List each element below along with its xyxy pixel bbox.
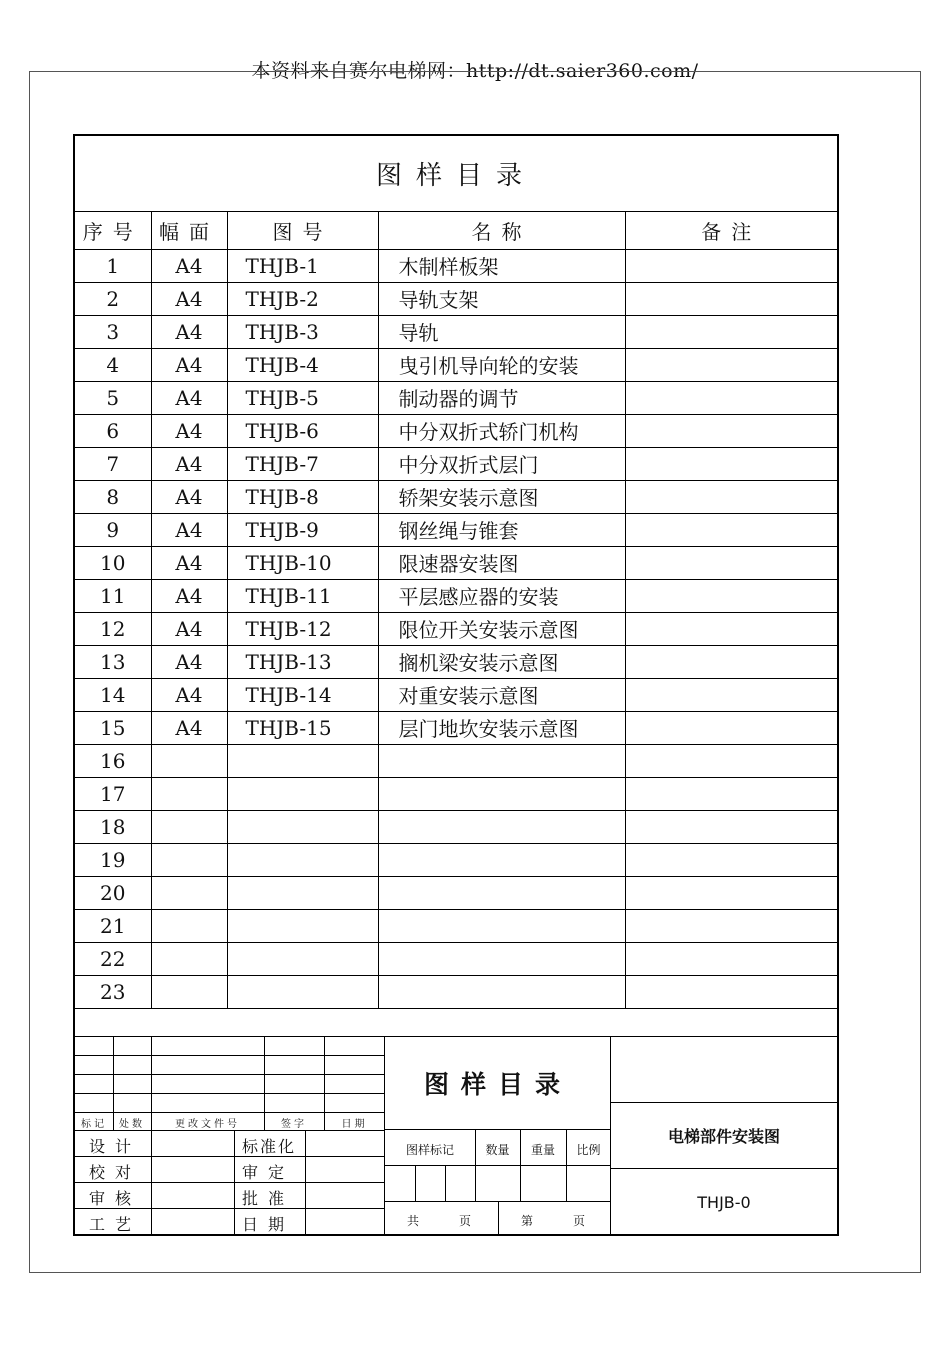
row-drawing-name: 曳引机导向轮的安装 xyxy=(378,348,625,381)
rev-label-count: 处数 xyxy=(119,1119,145,1130)
row-format xyxy=(151,810,227,843)
row-drawing-name: 制动器的调节 xyxy=(378,381,625,414)
row-number: 20 xyxy=(75,876,151,909)
row-drawing-code: THJB-13 xyxy=(227,645,378,678)
catalog-title: 图样目录 xyxy=(75,136,837,212)
revision-labels xyxy=(75,1112,385,1130)
row-note xyxy=(625,381,837,414)
row-note xyxy=(625,678,837,711)
row-drawing-name xyxy=(378,843,625,876)
row-drawing-name xyxy=(378,876,625,909)
row-note xyxy=(625,942,837,975)
header-seq: 序号 xyxy=(75,212,151,249)
row-number: 12 xyxy=(75,612,151,645)
row-note xyxy=(625,414,837,447)
row-note xyxy=(625,612,837,645)
row-drawing-name xyxy=(378,777,625,810)
row-format: A4 xyxy=(151,513,227,546)
row-drawing-code: THJB-12 xyxy=(227,612,378,645)
header-note: 备注 xyxy=(625,212,837,249)
row-drawing-name: 对重安装示意图 xyxy=(378,678,625,711)
row-format: A4 xyxy=(151,546,227,579)
row-drawing-name: 导轨 xyxy=(378,315,625,348)
row-number: 22 xyxy=(75,942,151,975)
row-drawing-name: 轿架安装示意图 xyxy=(378,480,625,513)
total-pages-label: 共 xyxy=(407,1214,420,1228)
row-note xyxy=(625,348,837,381)
meta-values xyxy=(385,1166,611,1202)
row-drawing-code: THJB-6 xyxy=(227,414,378,447)
row-note xyxy=(625,810,837,843)
row-note xyxy=(625,909,837,942)
row-drawing-name xyxy=(378,975,625,1008)
catalog-row xyxy=(75,447,837,480)
row-drawing-code xyxy=(227,876,378,909)
catalog-row xyxy=(75,579,837,612)
row-number: 6 xyxy=(75,414,151,447)
catalog-row xyxy=(75,414,837,447)
catalog-row xyxy=(75,612,837,645)
row-format: A4 xyxy=(151,480,227,513)
row-format: A4 xyxy=(151,348,227,381)
row-note xyxy=(625,876,837,909)
drawing-meta-area xyxy=(385,1037,611,1235)
page-suffix: 页 xyxy=(573,1214,586,1228)
row-drawing-code: THJB-10 xyxy=(227,546,378,579)
row-drawing-code: THJB-11 xyxy=(227,579,378,612)
catalog-row xyxy=(75,876,837,909)
row-note xyxy=(625,546,837,579)
meta-label-qty: 数量 xyxy=(485,1143,510,1157)
row-number: 2 xyxy=(75,282,151,315)
row-drawing-code: THJB-15 xyxy=(227,711,378,744)
catalog-row xyxy=(75,282,837,315)
row-format xyxy=(151,744,227,777)
row-format: A4 xyxy=(151,579,227,612)
sign-process: 工艺 xyxy=(89,1215,142,1234)
meta-label-weight: 重量 xyxy=(530,1143,555,1157)
row-number: 15 xyxy=(75,711,151,744)
row-drawing-name xyxy=(378,909,625,942)
revision-and-signature-area xyxy=(75,1037,385,1235)
catalog-row xyxy=(75,975,837,1008)
sign-approve: 批准 xyxy=(242,1189,295,1208)
row-drawing-code xyxy=(227,744,378,777)
row-drawing-code: THJB-2 xyxy=(227,282,378,315)
catalog-row xyxy=(75,810,837,843)
row-number: 13 xyxy=(75,645,151,678)
row-drawing-name: 木制样板架 xyxy=(378,249,625,282)
project-area xyxy=(611,1037,837,1235)
rev-label-sign: 签字 xyxy=(281,1119,307,1130)
row-note xyxy=(625,975,837,1008)
sign-design: 设计 xyxy=(89,1137,142,1156)
row-format xyxy=(151,777,227,810)
header-name: 名称 xyxy=(378,212,625,249)
row-format xyxy=(151,975,227,1008)
rev-label-file: 更改文件号 xyxy=(175,1119,240,1130)
sign-audit: 审核 xyxy=(89,1189,142,1208)
row-drawing-name: 层门地坎安装示意图 xyxy=(378,711,625,744)
sign-date: 日期 xyxy=(242,1215,295,1234)
row-format: A4 xyxy=(151,315,227,348)
row-format: A4 xyxy=(151,645,227,678)
catalog-row xyxy=(75,843,837,876)
catalog-row xyxy=(75,315,837,348)
catalog-row xyxy=(75,678,837,711)
row-drawing-code: THJB-4 xyxy=(227,348,378,381)
row-drawing-name xyxy=(378,942,625,975)
drawing-number: THJB-0 xyxy=(697,1192,751,1212)
row-drawing-code: THJB-1 xyxy=(227,249,378,282)
row-note xyxy=(625,711,837,744)
row-note xyxy=(625,447,837,480)
rev-label-mark: 标记 xyxy=(81,1119,107,1130)
row-drawing-name: 中分双折式轿门机构 xyxy=(378,414,625,447)
header-format: 幅面 xyxy=(151,212,227,249)
row-number: 16 xyxy=(75,744,151,777)
row-number: 5 xyxy=(75,381,151,414)
catalog-row xyxy=(75,711,837,744)
row-number: 1 xyxy=(75,249,151,282)
row-drawing-code xyxy=(227,843,378,876)
signature-rows xyxy=(75,1130,385,1235)
title-block xyxy=(75,1036,837,1234)
row-note xyxy=(625,843,837,876)
row-drawing-name: 限位开关安装示意图 xyxy=(378,612,625,645)
row-format xyxy=(151,942,227,975)
row-note xyxy=(625,579,837,612)
meta-label-mark: 图样标记 xyxy=(405,1143,454,1157)
row-format xyxy=(151,876,227,909)
row-note xyxy=(625,744,837,777)
header-code: 图号 xyxy=(227,212,378,249)
row-drawing-name: 限速器安装图 xyxy=(378,546,625,579)
row-note xyxy=(625,513,837,546)
row-note xyxy=(625,645,837,678)
row-number: 10 xyxy=(75,546,151,579)
project-name: 电梯部件安装图 xyxy=(611,1103,837,1169)
row-drawing-code: THJB-3 xyxy=(227,315,378,348)
row-drawing-name: 导轨支架 xyxy=(378,282,625,315)
row-drawing-name xyxy=(378,810,625,843)
row-drawing-code xyxy=(227,942,378,975)
meta-labels xyxy=(385,1130,611,1166)
row-note xyxy=(625,315,837,348)
catalog-row xyxy=(75,777,837,810)
row-number: 17 xyxy=(75,777,151,810)
drawing-sheet xyxy=(73,134,839,1236)
row-drawing-code: THJB-7 xyxy=(227,447,378,480)
catalog-row xyxy=(75,942,837,975)
row-drawing-code: THJB-14 xyxy=(227,678,378,711)
catalog-table xyxy=(75,212,837,1009)
row-note xyxy=(625,480,837,513)
row-drawing-name: 平层感应器的安装 xyxy=(378,579,625,612)
row-number: 19 xyxy=(75,843,151,876)
rev-label-date: 日期 xyxy=(341,1119,368,1130)
row-number: 3 xyxy=(75,315,151,348)
row-number: 11 xyxy=(75,579,151,612)
row-number: 8 xyxy=(75,480,151,513)
row-drawing-code xyxy=(227,777,378,810)
row-drawing-name xyxy=(378,744,625,777)
row-note xyxy=(625,249,837,282)
row-number: 7 xyxy=(75,447,151,480)
row-number: 23 xyxy=(75,975,151,1008)
row-format: A4 xyxy=(151,678,227,711)
catalog-row xyxy=(75,348,837,381)
row-drawing-code xyxy=(227,909,378,942)
row-format: A4 xyxy=(151,381,227,414)
source-note: 本资料来自赛尔电梯网：http://dt.saier360.com/ xyxy=(251,60,699,82)
row-drawing-code: THJB-8 xyxy=(227,480,378,513)
company-cell xyxy=(611,1037,837,1103)
row-number: 21 xyxy=(75,909,151,942)
row-format xyxy=(151,843,227,876)
page-count xyxy=(385,1202,611,1235)
row-drawing-code: THJB-5 xyxy=(227,381,378,414)
row-note xyxy=(625,282,837,315)
catalog-row xyxy=(75,546,837,579)
row-format: A4 xyxy=(151,414,227,447)
row-format: A4 xyxy=(151,282,227,315)
row-note xyxy=(625,777,837,810)
row-number: 4 xyxy=(75,348,151,381)
row-drawing-code xyxy=(227,810,378,843)
block-drawing-title: 图样目录 xyxy=(385,1037,611,1130)
row-drawing-code: THJB-9 xyxy=(227,513,378,546)
catalog-row xyxy=(75,381,837,414)
catalog-row xyxy=(75,909,837,942)
row-number: 18 xyxy=(75,810,151,843)
row-format: A4 xyxy=(151,711,227,744)
row-number: 14 xyxy=(75,678,151,711)
page-label: 第 xyxy=(521,1214,534,1228)
catalog-row xyxy=(75,645,837,678)
total-pages-suffix: 页 xyxy=(459,1214,472,1228)
sign-standard: 标准化 xyxy=(242,1137,297,1156)
row-format: A4 xyxy=(151,447,227,480)
row-drawing-name: 搁机梁安装示意图 xyxy=(378,645,625,678)
sign-check: 校对 xyxy=(89,1163,142,1182)
row-format xyxy=(151,909,227,942)
row-drawing-name: 钢丝绳与锥套 xyxy=(378,513,625,546)
row-format: A4 xyxy=(151,612,227,645)
catalog-row xyxy=(75,513,837,546)
catalog-row xyxy=(75,744,837,777)
row-number: 9 xyxy=(75,513,151,546)
row-format: A4 xyxy=(151,249,227,282)
sign-approve-review: 审定 xyxy=(242,1163,295,1182)
catalog-row xyxy=(75,480,837,513)
catalog-row xyxy=(75,249,837,282)
row-drawing-name: 中分双折式层门 xyxy=(378,447,625,480)
row-drawing-code xyxy=(227,975,378,1008)
catalog-header-row xyxy=(75,212,837,249)
meta-label-scale: 比例 xyxy=(576,1143,601,1157)
